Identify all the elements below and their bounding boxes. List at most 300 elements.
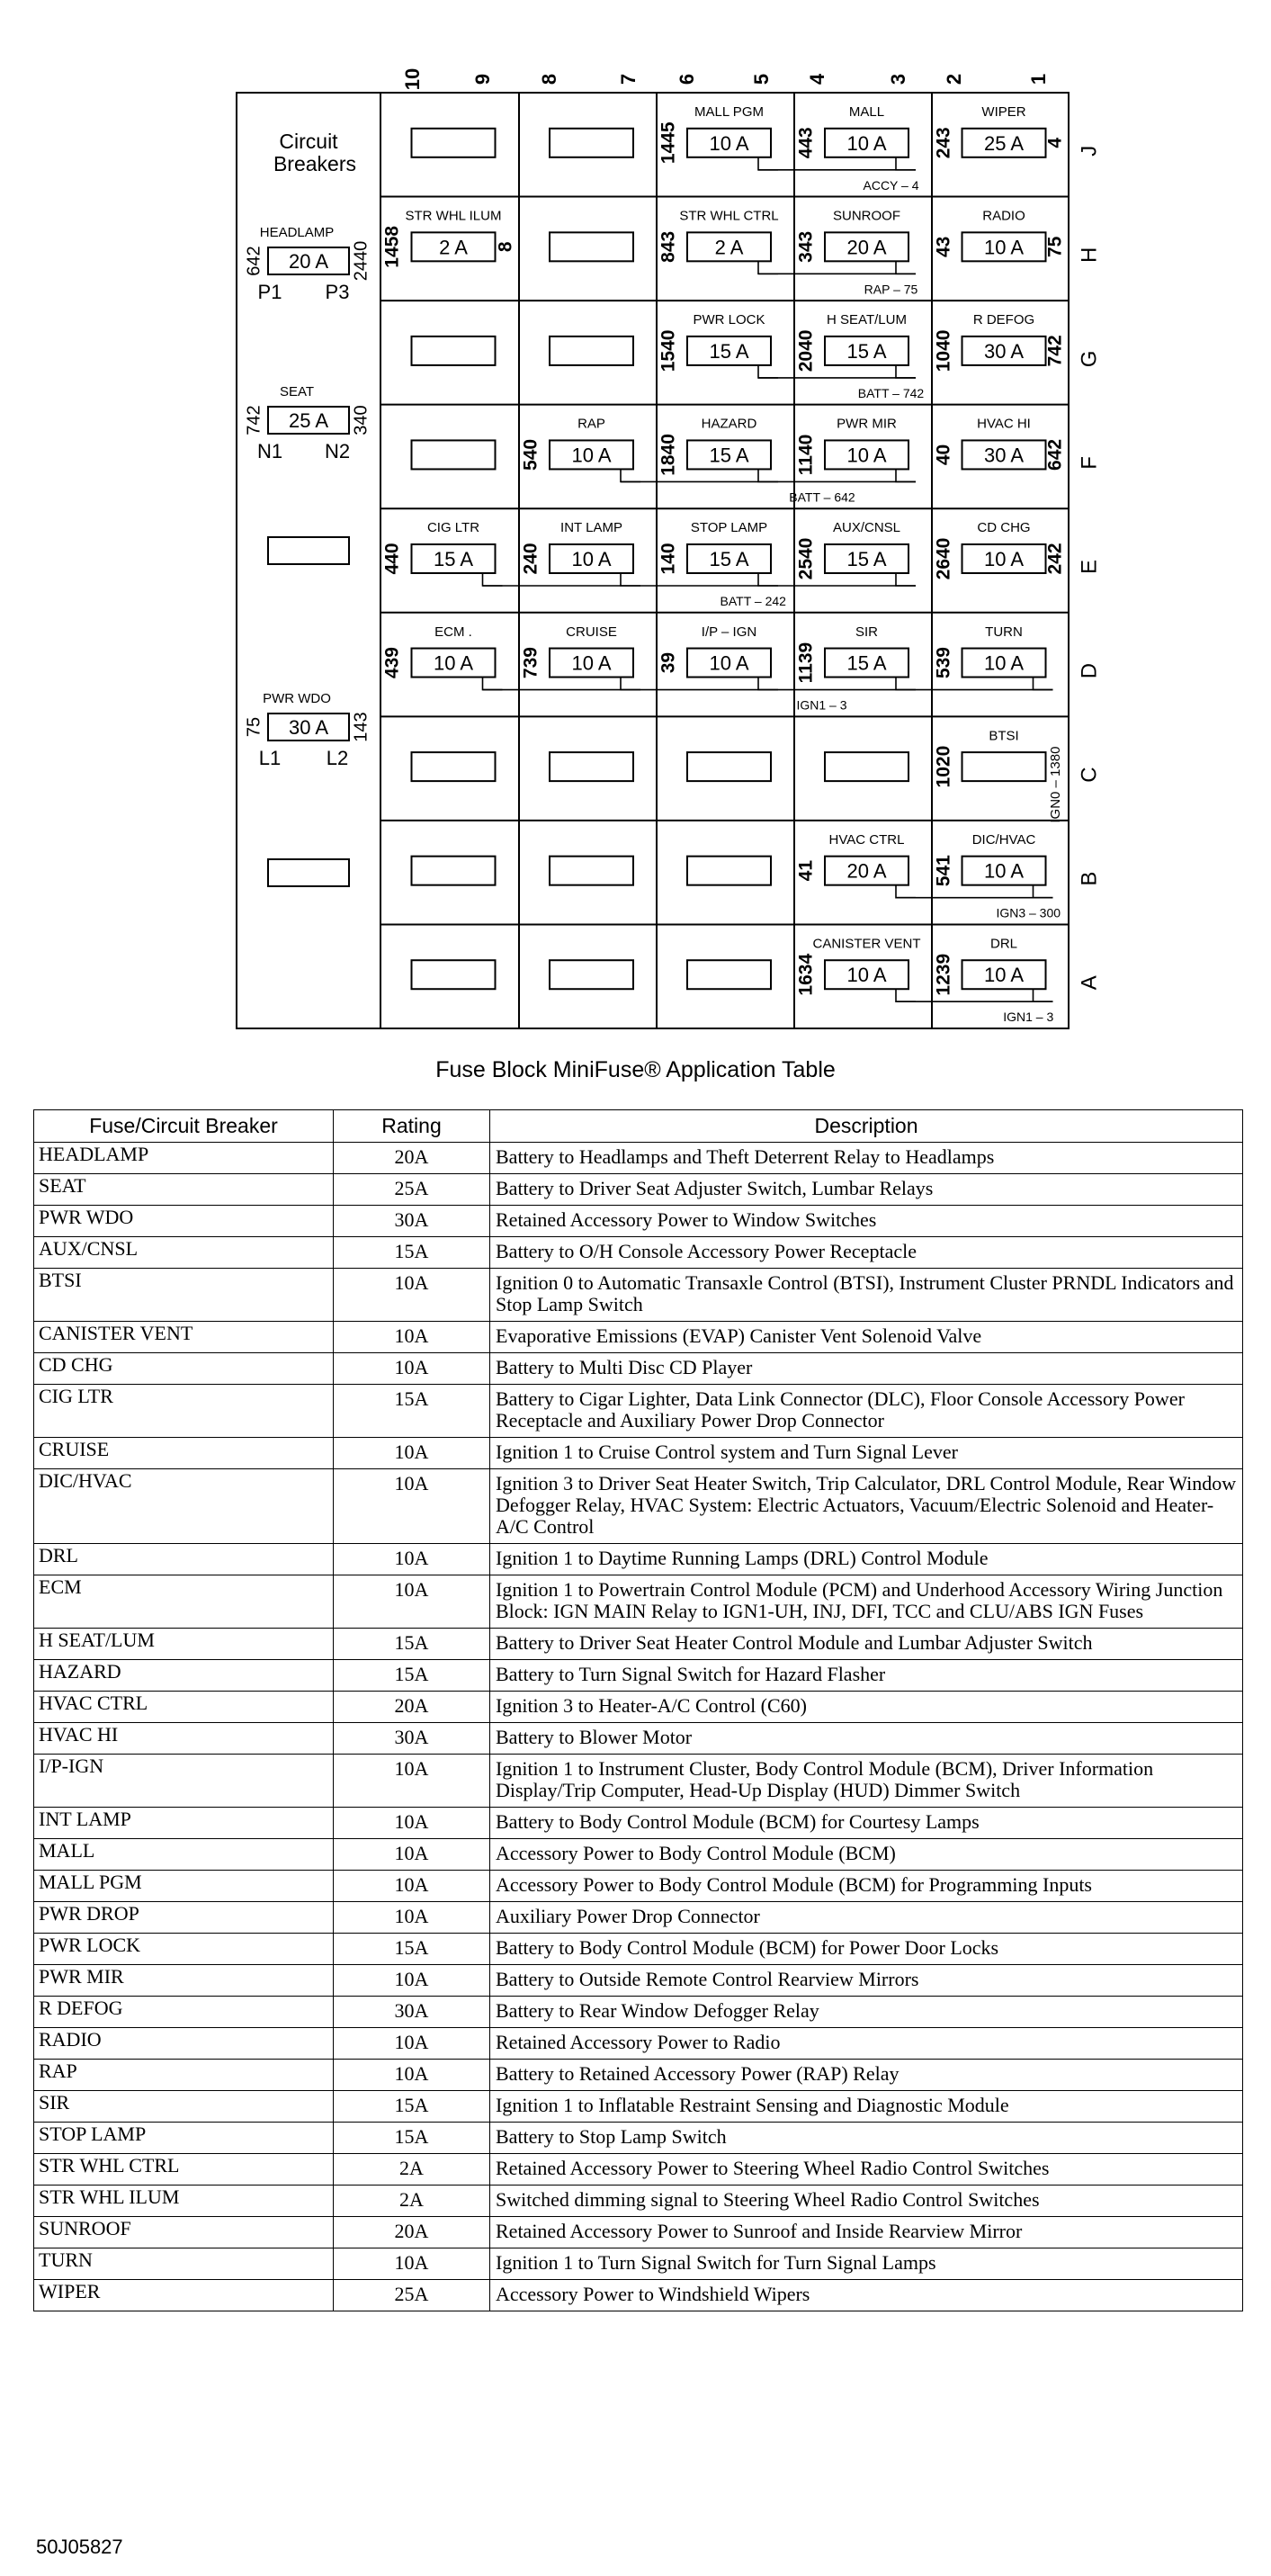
fuse-rating: 10 A: [709, 651, 749, 675]
breaker-right-pin: P3: [325, 281, 350, 303]
fuse-box: [550, 129, 633, 157]
cell-description: Ignition 3 to Driver Seat Heater Switch, Trip Calculator, DRL Control Module, Rear Window Defogger Relay, HVAC System: Electric Actuators, Vacuum/Electric Solenoid and Heater-A/C Control: [490, 1469, 1243, 1544]
fuse-number: 1139: [795, 642, 817, 684]
cell-description: Ignition 1 to Powertrain Control Module (PCM) and Underhood Accessory Wiring Junction Block: IGN MAIN Relay to IGN1-UH, INJ, DFI, TCC and CLU/ABS IGN Fuses: [490, 1575, 1243, 1629]
cell-fuse-name: CIG LTR: [34, 1385, 334, 1438]
fuse-bus-terminal: [758, 678, 778, 690]
fuse-right-number: 742: [1044, 335, 1066, 367]
breaker-right-pin: N2: [324, 440, 351, 462]
table-row: [34, 1269, 1243, 1322]
table-row: [34, 2186, 1243, 2217]
fuse-rating: 15 A: [709, 444, 749, 467]
header-fuse-circuit-breaker: Fuse/Circuit Breaker: [34, 1110, 334, 1143]
bus-label: IGN1 – 3: [1003, 1010, 1054, 1025]
fuse-name: MALL PGM: [694, 104, 764, 120]
cell-fuse-name: CD CHG: [34, 1353, 334, 1385]
fuse-right-number: 8: [495, 241, 516, 253]
table-row: [34, 1934, 1243, 1965]
breaker-name: SEAT: [279, 384, 315, 399]
cell-fuse-name: ECM: [34, 1575, 334, 1629]
fuse-rating: 10 A: [571, 651, 612, 675]
fuse-box: [825, 752, 908, 781]
fuse-name: BTSI: [989, 728, 1019, 744]
fuse-number: 540: [520, 438, 542, 471]
cell-rating: 15A: [334, 1385, 490, 1438]
fuse-rating: 15 A: [846, 651, 887, 675]
fuse-number: 439: [381, 647, 403, 679]
fuse-rating: 25 A: [983, 131, 1025, 155]
fuse-name: R DEFOG: [972, 312, 1035, 328]
fuse-number: 41: [795, 859, 817, 882]
fuse-rating: 30 A: [983, 444, 1025, 467]
fuse-box: [550, 857, 633, 885]
cell-rating: 10A: [334, 1269, 490, 1322]
column-number: 10: [400, 67, 424, 91]
breaker-rating: 25 A: [288, 409, 329, 432]
table-row: [34, 1174, 1243, 1206]
cell-rating: 15A: [334, 1237, 490, 1269]
cell-description: Retained Accessory Power to Steering Wheel Radio Control Switches: [490, 2154, 1243, 2186]
cell-rating: 10A: [334, 1322, 490, 1353]
fuse-bus-terminal: [758, 573, 778, 586]
cell-fuse-name: AUX/CNSL: [34, 1237, 334, 1269]
fuse-rating: 10 A: [983, 651, 1025, 675]
cell-description: Battery to Outside Remote Control Rearview Mirrors: [490, 1965, 1243, 1997]
table-row: [34, 1902, 1243, 1934]
fuse-rating: 10 A: [846, 444, 887, 467]
circuit-breakers-title: Circuit: [279, 130, 338, 153]
column-number: 2: [942, 73, 965, 85]
cell-rating: 10A: [334, 1755, 490, 1808]
fuse-number: 40: [933, 444, 954, 466]
cell-description: Ignition 1 to Daytime Running Lamps (DRL) Control Module: [490, 1544, 1243, 1575]
column-number: 1: [1026, 73, 1050, 85]
fuse-name: CD CHG: [977, 520, 1031, 536]
fuse-bus-terminal: [896, 989, 916, 1001]
fuse-bus-terminal: [896, 365, 916, 378]
table-row: [34, 1723, 1243, 1755]
breaker-right-number: 2440: [351, 240, 371, 282]
cell-rating: 10A: [334, 1871, 490, 1902]
cell-description: Battery to O/H Console Accessory Power Receptacle: [490, 1237, 1243, 1269]
fuse-rating: 15 A: [709, 339, 749, 363]
cell-description: Ignition 3 to Heater-A/C Control (C60): [490, 1692, 1243, 1723]
fuse-number: 1840: [658, 434, 679, 476]
fuse-name: AUX/CNSL: [832, 520, 901, 536]
cell-fuse-name: INT LAMP: [34, 1808, 334, 1839]
fuse-name: ECM .: [434, 624, 472, 640]
cell-rating: 10A: [334, 1839, 490, 1871]
cell-description: Ignition 1 to Inflatable Restraint Sensing and Diagnostic Module: [490, 2091, 1243, 2123]
cell-rating: 10A: [334, 1965, 490, 1997]
fuse-bus-terminal: [758, 365, 778, 378]
cell-description: Battery to Headlamps and Theft Deterrent Relay to Headlamps: [490, 1143, 1243, 1174]
fuse-name: PWR LOCK: [693, 312, 765, 328]
cell-description: Evaporative Emissions (EVAP) Canister Vent Solenoid Valve: [490, 1322, 1243, 1353]
fuse-box: [412, 440, 496, 469]
row-letter: B: [1077, 871, 1102, 886]
table-row: [34, 1997, 1243, 2028]
fuse-bus-terminal: [621, 573, 640, 586]
fuse-right-number: 642: [1044, 438, 1066, 471]
cell-description: Ignition 1 to Instrument Cluster, Body Control Module (BCM), Driver Information Display/Trip Computer, Head-Up Display (HUD) Dimmer Switch: [490, 1755, 1243, 1808]
breaker-right-number: 340: [351, 405, 371, 435]
table-row: [34, 1839, 1243, 1871]
cell-fuse-name: MALL PGM: [34, 1871, 334, 1902]
fuse-name: DIC/HVAC: [971, 831, 1036, 848]
breaker-left-pin: N1: [256, 440, 283, 462]
cell-fuse-name: BTSI: [34, 1269, 334, 1322]
fuse-name: HAZARD: [701, 416, 757, 432]
cell-description: Accessory Power to Body Control Module (BCM) for Programming Inputs: [490, 1871, 1243, 1902]
column-number: 6: [675, 73, 698, 85]
fuse-bus-terminal: [483, 573, 503, 586]
fuse-number: 1540: [658, 329, 679, 372]
cell-fuse-name: HVAC HI: [34, 1723, 334, 1755]
fuse-box: [962, 752, 1046, 781]
fuse-box: [687, 857, 771, 885]
fuse-rating: 10 A: [983, 964, 1025, 987]
fuse-number: 443: [795, 127, 817, 159]
table-row: [34, 2060, 1243, 2091]
fuse-bus-terminal: [1034, 989, 1053, 1001]
breaker-right-number: 143: [351, 712, 371, 742]
fuse-bus-terminal: [1034, 885, 1053, 898]
cell-rating: 10A: [334, 1353, 490, 1385]
cell-rating: 10A: [334, 1575, 490, 1629]
fuse-number: 541: [933, 855, 954, 887]
cell-fuse-name: CRUISE: [34, 1438, 334, 1469]
cell-rating: 25A: [334, 1174, 490, 1206]
cell-description: Battery to Cigar Lighter, Data Link Connector (DLC), Floor Console Accessory Power Receptacle and Auxiliary Power Drop Connector: [490, 1385, 1243, 1438]
table-title: Fuse Block MiniFuse® Application Table: [435, 1057, 836, 1082]
bus-label: IGN3 – 300: [996, 905, 1061, 920]
fuse-name: MALL: [848, 104, 885, 120]
row-letter: J: [1077, 145, 1102, 157]
cell-fuse-name: HEADLAMP: [34, 1143, 334, 1174]
cell-rating: 15A: [334, 2091, 490, 2123]
fuse-number: 2540: [795, 537, 817, 580]
table-row: [34, 2154, 1243, 2186]
fuse-box: [550, 337, 633, 365]
circuit-breakers-title: Breakers: [273, 152, 357, 175]
cell-rating: 2A: [334, 2154, 490, 2186]
bus-label: ACCY – 4: [863, 177, 919, 193]
cell-rating: 25A: [334, 2280, 490, 2311]
breaker-rating: 30 A: [288, 716, 329, 739]
cell-rating: 10A: [334, 1469, 490, 1544]
row-letter: H: [1077, 247, 1102, 264]
fuse-right-number: IGN0 – 1380: [1047, 746, 1063, 823]
fuse-name: INT LAMP: [560, 520, 622, 536]
bus-label: IGN1 – 3: [796, 697, 847, 713]
cell-description: Battery to Stop Lamp Switch: [490, 2123, 1243, 2154]
fuse-rating: 10 A: [846, 131, 887, 155]
breaker-box: [268, 859, 349, 886]
cell-rating: 30A: [334, 1997, 490, 2028]
table-row: [34, 1438, 1243, 1469]
cell-rating: 15A: [334, 2123, 490, 2154]
cell-fuse-name: STR WHL CTRL: [34, 2154, 334, 2186]
table-row: [34, 1629, 1243, 1660]
fuse-rating: 10 A: [983, 859, 1025, 883]
cell-fuse-name: WIPER: [34, 2280, 334, 2311]
cell-description: Battery to Retained Accessory Power (RAP) Relay: [490, 2060, 1243, 2091]
cell-fuse-name: SUNROOF: [34, 2217, 334, 2248]
fuse-bus-terminal: [758, 157, 778, 170]
table-row: [34, 1692, 1243, 1723]
cell-rating: 15A: [334, 1660, 490, 1692]
cell-description: Battery to Body Control Module (BCM) for Courtesy Lamps: [490, 1808, 1243, 1839]
breaker-left-number: 742: [244, 405, 264, 435]
fuse-number: 1634: [795, 953, 817, 996]
cell-description: Auxiliary Power Drop Connector: [490, 1902, 1243, 1934]
table-row: [34, 1143, 1243, 1174]
row-letter: E: [1077, 559, 1102, 575]
fuse-number: 43: [933, 236, 954, 258]
fuse-number: 343: [795, 230, 817, 263]
table-row: [34, 1965, 1243, 1997]
breaker-rating: 20 A: [288, 250, 329, 273]
fuse-name: CIG LTR: [426, 520, 480, 536]
fuse-bus-terminal: [1034, 678, 1053, 690]
fuse-name: SUNROOF: [833, 208, 900, 224]
breaker-left-number: 75: [244, 716, 264, 738]
table-row: [34, 1575, 1243, 1629]
cell-rating: 15A: [334, 1934, 490, 1965]
table-row: [34, 2123, 1243, 2154]
fuse-number: 243: [933, 127, 954, 159]
table-row: [34, 1237, 1243, 1269]
table-row: [34, 1871, 1243, 1902]
cell-description: Battery to Body Control Module (BCM) for Power Door Locks: [490, 1934, 1243, 1965]
fuse-name: CRUISE: [566, 624, 617, 640]
table-row: [34, 1353, 1243, 1385]
fuse-application-table: [33, 1109, 1243, 2311]
cell-rating: 10A: [334, 1808, 490, 1839]
fuse-number: 1040: [933, 329, 954, 372]
cell-rating: 10A: [334, 1438, 490, 1469]
table-row: [34, 1544, 1243, 1575]
cell-description: Retained Accessory Power to Sunroof and Inside Rearview Mirror: [490, 2217, 1243, 2248]
column-number: 9: [470, 73, 494, 85]
fuse-rating: 15 A: [846, 339, 887, 363]
fuse-rating: 30 A: [983, 339, 1025, 363]
fuse-number: 1239: [933, 953, 954, 996]
table-row: [34, 1385, 1243, 1438]
cell-fuse-name: HAZARD: [34, 1660, 334, 1692]
cell-description: Ignition 1 to Turn Signal Switch for Turn Signal Lamps: [490, 2248, 1243, 2280]
breaker-left-pin: L1: [258, 747, 282, 769]
fuse-number: 2640: [933, 537, 954, 580]
cell-fuse-name: DRL: [34, 1544, 334, 1575]
fuse-rating: 10 A: [983, 548, 1025, 570]
breaker-left-number: 642: [244, 246, 264, 276]
cell-rating: 10A: [334, 2248, 490, 2280]
table-row: [34, 1755, 1243, 1808]
table-row: [34, 1469, 1243, 1544]
fuse-bus-terminal: [896, 157, 916, 170]
fuse-rating: 10 A: [571, 444, 612, 467]
fuse-number: 1458: [381, 225, 403, 268]
fuse-name: TURN: [985, 624, 1023, 640]
fuse-rating: 15 A: [709, 548, 749, 570]
header-description: Description: [490, 1110, 1243, 1143]
fuse-name: RADIO: [982, 208, 1025, 224]
fuse-bus-terminal: [758, 261, 778, 274]
cell-fuse-name: I/P-IGN: [34, 1755, 334, 1808]
cell-rating: 10A: [334, 1902, 490, 1934]
cell-rating: 10A: [334, 2060, 490, 2091]
fuse-rating: 10 A: [433, 651, 474, 675]
fuse-number: 739: [520, 647, 542, 679]
cell-fuse-name: H SEAT/LUM: [34, 1629, 334, 1660]
breaker-name: HEADLAMP: [259, 225, 335, 240]
fuse-box: [550, 232, 633, 261]
fuse-name: STR WHL ILUM: [405, 208, 502, 224]
cell-fuse-name: CANISTER VENT: [34, 1322, 334, 1353]
bus-label: BATT – 642: [789, 489, 855, 505]
fuse-number: 240: [520, 543, 542, 575]
cell-fuse-name: R DEFOG: [34, 1997, 334, 2028]
cell-description: Ignition 0 to Automatic Transaxle Control (BTSI), Instrument Cluster PRNDL Indicators and Stop Lamp Switch: [490, 1269, 1243, 1322]
cell-rating: 10A: [334, 2028, 490, 2060]
column-number: 4: [805, 73, 828, 85]
fuse-box: [412, 752, 496, 781]
cell-description: Battery to Driver Seat Heater Control Module and Lumbar Adjuster Switch: [490, 1629, 1243, 1660]
table-row: [34, 1808, 1243, 1839]
fuse-name: SIR: [855, 624, 879, 640]
cell-rating: 20A: [334, 1143, 490, 1174]
cell-rating: 20A: [334, 1692, 490, 1723]
fuse-right-number: 4: [1044, 137, 1066, 148]
table-row: [34, 2248, 1243, 2280]
fuse-rating: 10 A: [709, 131, 749, 155]
cell-rating: 30A: [334, 1206, 490, 1237]
fuse-right-number: 242: [1044, 543, 1066, 575]
fuse-name: HVAC CTRL: [828, 831, 905, 848]
fuse-name: I/P – IGN: [701, 624, 757, 640]
row-letter: C: [1077, 767, 1102, 783]
cell-rating: 30A: [334, 1723, 490, 1755]
cell-description: Switched dimming signal to Steering Wheel Radio Control Switches: [490, 2186, 1243, 2217]
cell-description: Battery to Blower Motor: [490, 1723, 1243, 1755]
cell-description: Ignition 1 to Cruise Control system and Turn Signal Lever: [490, 1438, 1243, 1469]
cell-rating: 2A: [334, 2186, 490, 2217]
header-rating: Rating: [334, 1110, 490, 1143]
fuse-name: STOP LAMP: [690, 520, 768, 536]
cell-rating: 10A: [334, 1544, 490, 1575]
breaker-right-pin: L2: [326, 747, 349, 769]
fuse-name: PWR MIR: [837, 416, 897, 432]
fuse-name: HVAC HI: [977, 416, 1031, 432]
fuse-number: 843: [658, 230, 679, 263]
fuse-name: CANISTER VENT: [812, 936, 921, 952]
fuse-bus-terminal: [758, 469, 778, 481]
fuse-name: RAP: [577, 416, 605, 432]
bus-label: BATT – 242: [720, 594, 786, 608]
fuse-box: [412, 960, 496, 989]
cell-fuse-name: STOP LAMP: [34, 2123, 334, 2154]
fuse-bus-terminal: [621, 469, 640, 481]
fuse-box: [687, 960, 771, 989]
table-row: [34, 2028, 1243, 2060]
fuse-bus-terminal: [896, 885, 916, 898]
cell-fuse-name: STR WHL ILUM: [34, 2186, 334, 2217]
cell-description: Battery to Rear Window Defogger Relay: [490, 1997, 1243, 2028]
fuse-name: DRL: [989, 936, 1018, 952]
column-number: 3: [886, 73, 909, 85]
breaker-name: PWR WDO: [263, 691, 331, 706]
cell-description: Retained Accessory Power to Radio: [490, 2028, 1243, 2060]
fuse-number: 440: [381, 543, 403, 575]
fuse-rating: 20 A: [846, 859, 887, 883]
cell-fuse-name: SIR: [34, 2091, 334, 2123]
table-row: [34, 1322, 1243, 1353]
fuse-rating: 15 A: [846, 548, 887, 570]
figure-code: 50J05827: [36, 2536, 123, 2558]
column-number: 7: [616, 73, 640, 85]
fuse-rating: 2 A: [714, 236, 744, 259]
bus-label: RAP – 75: [864, 282, 918, 297]
fuse-bus-terminal: [896, 678, 916, 690]
cell-fuse-name: RAP: [34, 2060, 334, 2091]
cell-description: Accessory Power to Body Control Module (BCM): [490, 1839, 1243, 1871]
fuse-rating: 10 A: [983, 236, 1025, 259]
fuse-box: [550, 752, 633, 781]
row-letter: A: [1077, 975, 1102, 991]
column-number: 5: [749, 73, 773, 85]
table-header-row: [34, 1110, 1243, 1143]
fuse-rating: 15 A: [433, 548, 474, 570]
cell-fuse-name: HVAC CTRL: [34, 1692, 334, 1723]
column-number: 8: [537, 73, 560, 85]
cell-fuse-name: PWR MIR: [34, 1965, 334, 1997]
cell-description: Battery to Multi Disc CD Player: [490, 1353, 1243, 1385]
breaker-left-pin: P1: [257, 281, 282, 303]
cell-description: Accessory Power to Windshield Wipers: [490, 2280, 1243, 2311]
fuse-rating: 20 A: [846, 236, 887, 259]
fuse-name: WIPER: [981, 104, 1026, 120]
fuse-number: 2040: [795, 329, 817, 372]
cell-description: Retained Accessory Power to Window Switches: [490, 1206, 1243, 1237]
cell-fuse-name: MALL: [34, 1839, 334, 1871]
cell-description: Battery to Driver Seat Adjuster Switch, Lumbar Relays: [490, 1174, 1243, 1206]
fuse-box: [412, 337, 496, 365]
table-row: [34, 2280, 1243, 2311]
fuse-number: 1140: [795, 434, 817, 476]
row-letter: F: [1077, 456, 1102, 470]
cell-fuse-name: PWR WDO: [34, 1206, 334, 1237]
fuse-bus-terminal: [483, 678, 503, 690]
cell-fuse-name: RADIO: [34, 2028, 334, 2060]
fuse-box: [550, 960, 633, 989]
fuse-number: 1020: [933, 745, 954, 788]
cell-fuse-name: SEAT: [34, 1174, 334, 1206]
row-letter: D: [1077, 662, 1102, 679]
fuse-name: STR WHL CTRL: [679, 208, 779, 224]
fuse-box: [687, 752, 771, 781]
fuse-rating: 10 A: [846, 964, 887, 987]
fuse-bus-terminal: [896, 261, 916, 274]
cell-fuse-name: PWR DROP: [34, 1902, 334, 1934]
fuse-block-diagram: [0, 0, 1271, 1053]
fuse-number: 39: [658, 651, 679, 674]
fuse-box: [412, 857, 496, 885]
cell-fuse-name: DIC/HVAC: [34, 1469, 334, 1544]
cell-fuse-name: TURN: [34, 2248, 334, 2280]
cell-rating: 15A: [334, 1629, 490, 1660]
